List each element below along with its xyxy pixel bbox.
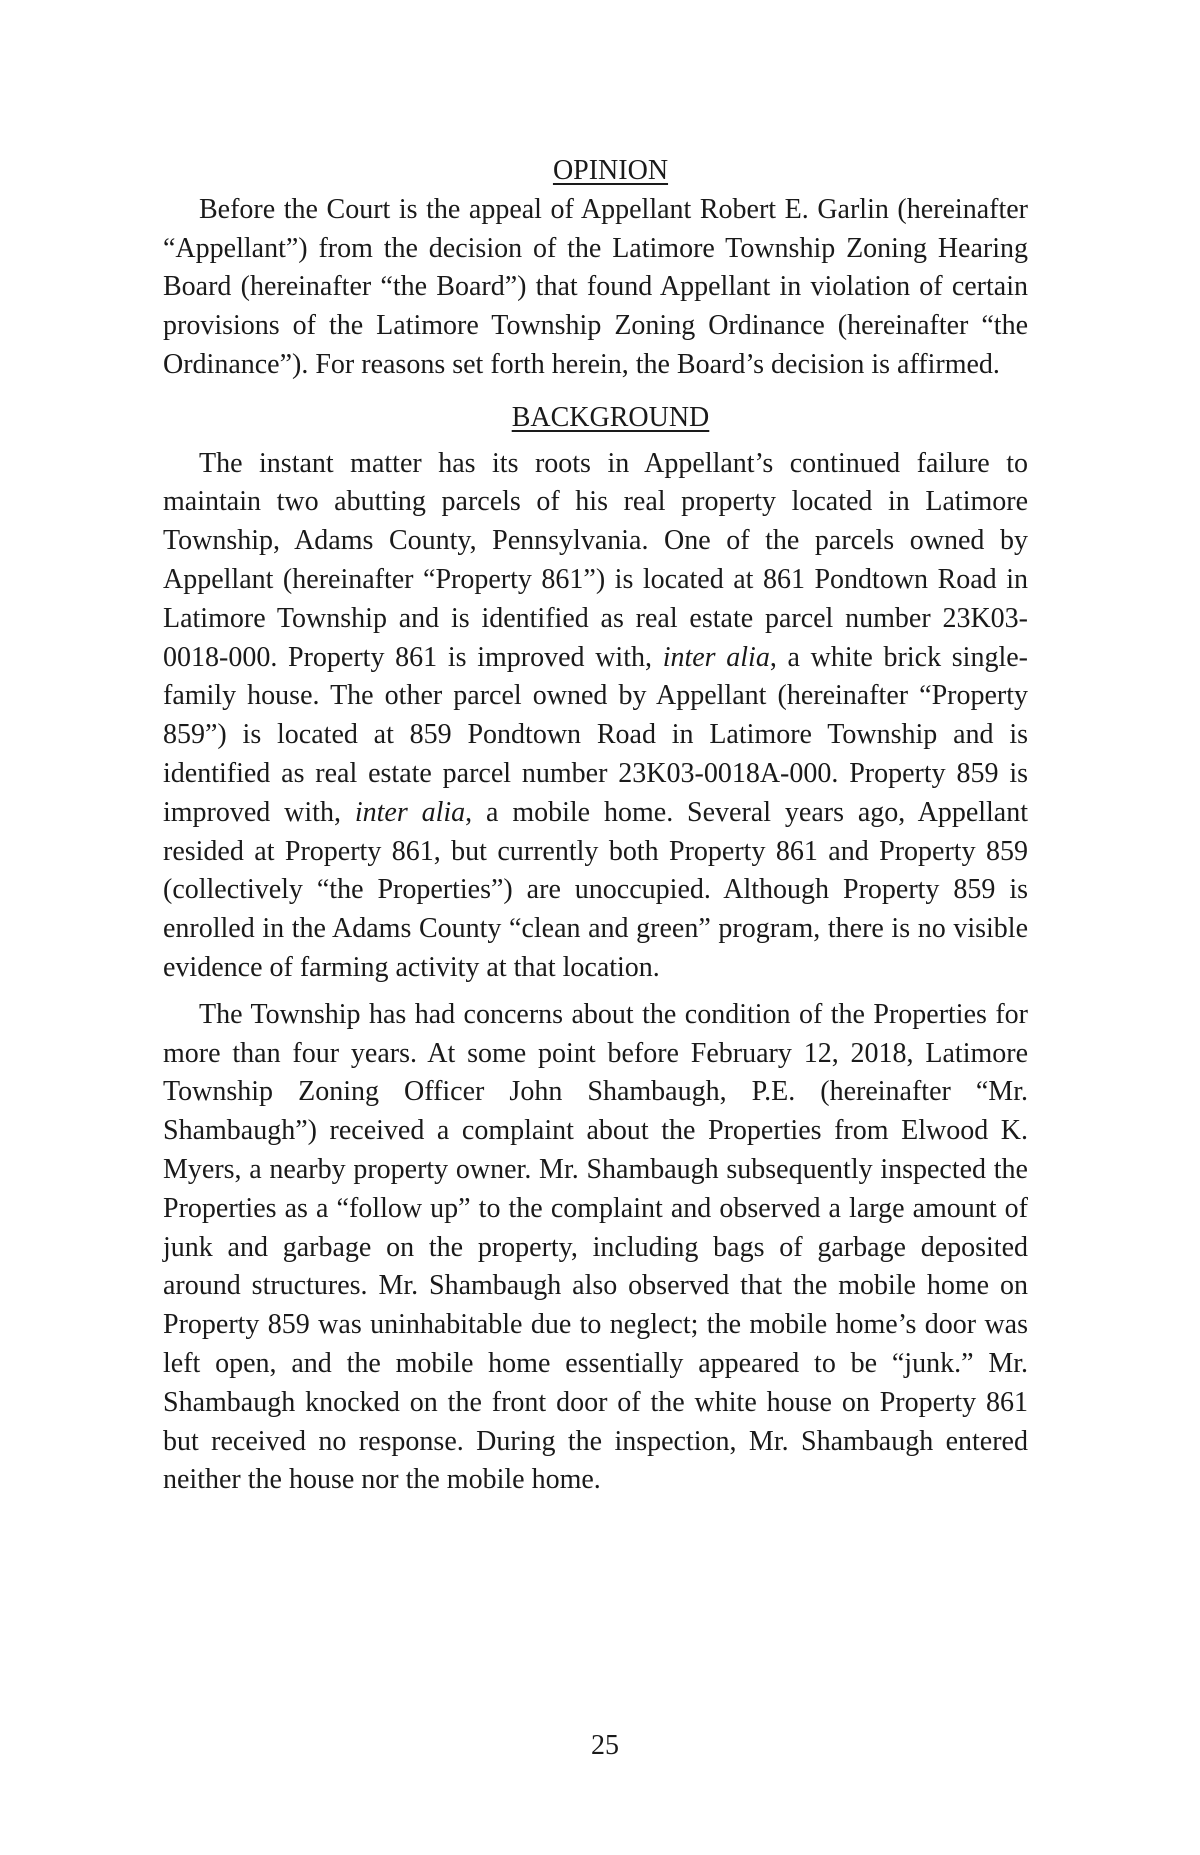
background-heading: BACKGROUND [511,401,710,433]
opinion-heading: OPINION [552,155,669,186]
background-paragraph-1 [163,445,1028,988]
background-paragraph-1-part-b: , a white brick single-family house. The other parcel owned by Appellant (hereinafter “Property 859”) is located at 859 Pondtown Road in Latimore Township and is identified as real estate parcel number 23K03-0018A-000. Property 859 is improved with, [163,641,1028,828]
opinion-paragraph: Before the Court is the appeal of Appellant Robert E. Garlin (hereinafter “Appellant”) from the decision of the Latimore Township Zoning Hearing Board (hereinafter “the Board”) that found Appellant in violation of certain provisions of the Latimore Township Zoning Ordinance (hereinafter “the Ordinance”). For reasons set forth herein, the Board’s decision is affirmed. [163,193,1028,380]
background-paragraph-2: The Township has had concerns about the condition of the Properties for more than four years. At some point before February 12, 2018, Latimore Township Zoning Officer John Shambaugh, P.E. (hereinafter “Mr. Shambaugh”) received a complaint about the Properties from Elwood K. Myers, a nearby property owner. Mr. Shambaugh subsequently inspected the Properties as a “follow up” to the complaint and observed a large amount of junk and garbage on the property, including bags of garbage deposited around structures. Mr. Shambaugh also observed that the mobile home on Property 859 was uninhabitable due to neglect; the mobile home’s door was left open, and the mobile home essentially appeared to be “junk.” Mr. Shambaugh knocked on the front door of the white house on Property 861 but received no response. During the inspection, Mr. Shambaugh entered neither the house nor the mobile home. [163,998,1028,1496]
document-page [163,152,1028,1500]
inter-alia-italic-1: inter alia [662,641,770,673]
inter-alia-italic-2: inter alia [354,796,466,828]
background-paragraph-1-part-a: The instant matter has its roots in Appellant’s continued failure to maintain two abutting parcels of his real property located in Latimore Township, Adams County, Pennsylvania. One of the parcels owned by Appellant (hereinafter “Property 861”) is located at 861 Pondtown Road in Latimore Township and is identified as real estate parcel number 23K03-0018-000. Property 861 is improved with, [163,447,1028,673]
page-number [0,1730,1200,1762]
page-number-text: 25 [591,1730,619,1761]
background-paragraph-1-part-c: , a mobile home. Several years ago, Appellant resided at Property 861, but currently both Property 861 and Property 859 (collectively “the Properties”) are unoccupied. Although Property 859 is enrolled in the Adams County “clean and green” program, there is no visible evidence of farming activity at that location. [163,796,1029,983]
